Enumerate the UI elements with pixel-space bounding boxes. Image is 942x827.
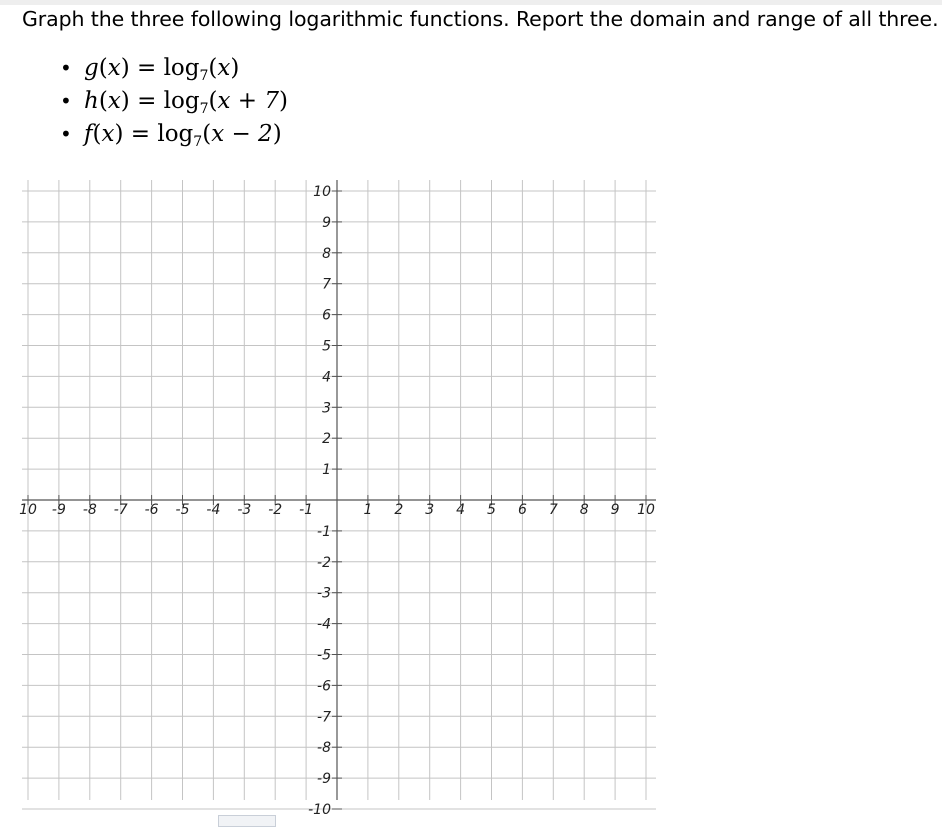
answer-box-edge[interactable] xyxy=(218,815,276,827)
x-tick-label: 8 xyxy=(579,502,589,518)
y-tick-label: -5 xyxy=(317,647,331,664)
y-tick-label: 9 xyxy=(322,214,331,231)
y-tick-label: 10 xyxy=(313,184,331,200)
y-tick-label: 5 xyxy=(322,338,331,355)
top-bar xyxy=(0,0,942,5)
function-g: $g(x) = \log_7(x)$ xyxy=(84,55,240,84)
coordinate-grid[interactable] xyxy=(0,160,942,820)
function-item-g xyxy=(60,52,288,85)
function-f: $f(x) = \log_7(x - 2)$ xyxy=(84,121,282,150)
y-tick-label: 7 xyxy=(322,276,331,293)
x-tick-label: 9 xyxy=(610,502,620,518)
x-tick-label: 10 xyxy=(19,502,37,518)
y-tick-label: -7 xyxy=(317,709,331,726)
x-tick-label: 5 xyxy=(487,502,496,518)
y-tick-label: 3 xyxy=(322,400,331,417)
y-tick-label: -2 xyxy=(317,554,331,571)
y-tick-label: -4 xyxy=(317,616,331,633)
y-tick-label: -6 xyxy=(317,678,331,695)
x-tick-label: 6 xyxy=(517,502,527,518)
x-tick-label: -3 xyxy=(237,502,252,518)
x-tick-label: -4 xyxy=(206,502,221,518)
function-h: $h(x) = \log_7(x + 7)$ xyxy=(84,88,288,117)
bullet-icon: • xyxy=(60,122,72,146)
function-item-h xyxy=(60,85,288,118)
y-tick-label: -1 xyxy=(317,523,331,540)
x-tick-label: -9 xyxy=(51,502,66,518)
y-tick-label: 4 xyxy=(322,369,331,386)
x-tick-label: -8 xyxy=(82,502,97,518)
x-tick-label: -2 xyxy=(268,502,283,518)
x-tick-label: -5 xyxy=(175,502,190,518)
y-tick-label: -10 xyxy=(308,802,331,818)
y-tick-labels xyxy=(308,184,331,818)
x-tick-label: -6 xyxy=(144,502,159,518)
x-tick-label: 10 xyxy=(637,502,655,518)
axes xyxy=(22,180,656,809)
y-tick-label: 2 xyxy=(322,431,331,448)
y-tick-label: 6 xyxy=(322,307,331,324)
question-prompt: Graph the three following logarithmic functions. Report the domain and range of all three. xyxy=(22,7,939,31)
y-tick-label: 8 xyxy=(322,245,331,262)
y-tick-label: -3 xyxy=(317,585,331,602)
function-item-f xyxy=(60,118,288,151)
x-tick-label: 4 xyxy=(456,502,466,518)
x-tick-label: -1 xyxy=(299,502,314,518)
x-tick-label: 3 xyxy=(425,502,435,518)
y-tick-label: 1 xyxy=(322,462,331,479)
bullet-icon: • xyxy=(60,89,72,113)
grid-lines xyxy=(22,180,656,809)
y-tick-label: -8 xyxy=(317,740,331,757)
x-tick-label: 2 xyxy=(394,502,404,518)
x-tick-label: -7 xyxy=(113,502,128,518)
x-tick-label: 1 xyxy=(363,502,373,518)
bullet-icon: • xyxy=(60,56,72,80)
function-list xyxy=(60,52,288,151)
x-tick-label: 7 xyxy=(548,502,558,518)
y-tick-label: -9 xyxy=(317,771,331,788)
